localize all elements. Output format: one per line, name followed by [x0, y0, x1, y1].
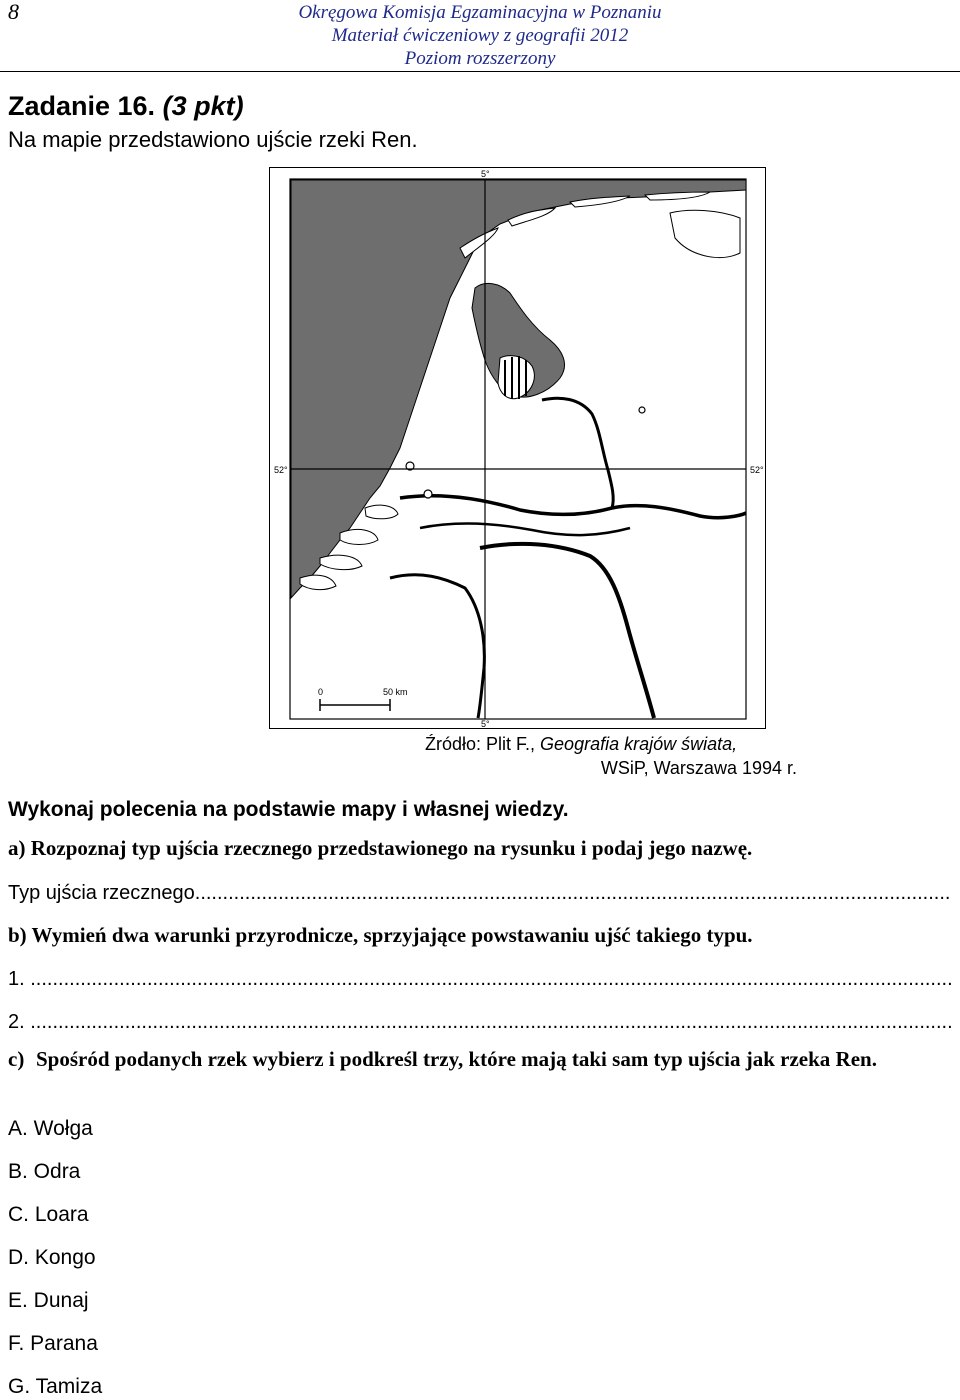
task-description: Na mapie przedstawiono ujście rzeki Ren.: [8, 127, 418, 152]
instruction: Wykonaj polecenia na podstawie mapy i własnej wiedzy.: [8, 798, 569, 821]
lat-label-left: 52°: [274, 465, 288, 475]
option-c[interactable]: C. Loara: [8, 1203, 89, 1226]
question-c-label: c): [8, 1047, 25, 1071]
answer-a-line[interactable]: [8, 880, 952, 906]
option-a[interactable]: A. Wołga: [8, 1117, 93, 1140]
option-g[interactable]: G. Tamiza: [8, 1375, 103, 1398]
answer-b2-dots[interactable]: [30, 1009, 952, 1035]
question-c: [8, 1046, 952, 1072]
lon-label-top: 5°: [481, 169, 490, 179]
header-divider: [0, 71, 960, 72]
map-source: [425, 732, 797, 780]
city-marker-rotterdam: [424, 490, 432, 498]
header-level: Poziom rozszerzony: [404, 48, 556, 69]
option-e[interactable]: E. Dunaj: [8, 1289, 89, 1312]
question-b: b) Wymień dwa warunki przyrodnicze, sprzyjające powstawaniu ujść takiego typu.: [8, 923, 753, 947]
answer-a-label: Typ ujścia rzecznego: [8, 882, 195, 904]
task-title: [8, 90, 244, 122]
lat-label-right: 52°: [750, 465, 764, 475]
map-drawing: [270, 168, 765, 728]
answer-b1-label: 1.: [8, 968, 25, 990]
answer-b2-label: 2.: [8, 1011, 25, 1033]
lon-label-bottom: 5°: [481, 719, 490, 728]
answer-b1-line[interactable]: [8, 966, 952, 992]
option-d[interactable]: D. Kongo: [8, 1246, 96, 1269]
header-material: Materiał ćwiczeniowy z geografii 2012: [331, 25, 629, 46]
scale-zero-label: 0: [318, 687, 324, 697]
question-c-text: Spośród podanych rzek wybierz i podkreśl trzy, które mają taki sam typ ujścia jak rzeka Ren.: [36, 1047, 877, 1071]
option-b[interactable]: B. Odra: [8, 1160, 81, 1183]
city-marker-utrecht: [639, 407, 645, 413]
header-institution: Okręgowa Komisja Egzaminacyjna w Poznaniu: [298, 2, 662, 23]
question-a: a) Rozpoznaj typ ujścia rzecznego przedstawionego na rysunku i podaj jego nazwę.: [8, 836, 753, 860]
rhine-delta-map: [269, 167, 766, 729]
option-f[interactable]: F. Parana: [8, 1332, 98, 1355]
scale-distance-label: 50 km: [383, 687, 408, 697]
answer-a-dots[interactable]: [195, 880, 952, 906]
source-prefix: Źródło: Plit F.,: [425, 734, 536, 754]
task-number: Zadanie 16.: [8, 91, 156, 121]
answer-b1-dots[interactable]: [30, 966, 952, 992]
task-points: (3 pkt): [162, 91, 244, 121]
page-number: 8: [8, 0, 19, 24]
source-line-1: [425, 732, 797, 756]
source-book-title: Geografia krajów świata,: [540, 734, 738, 754]
source-publisher: WSiP, Warszawa 1994 r.: [600, 758, 797, 778]
answer-b2-line[interactable]: [8, 1009, 952, 1035]
